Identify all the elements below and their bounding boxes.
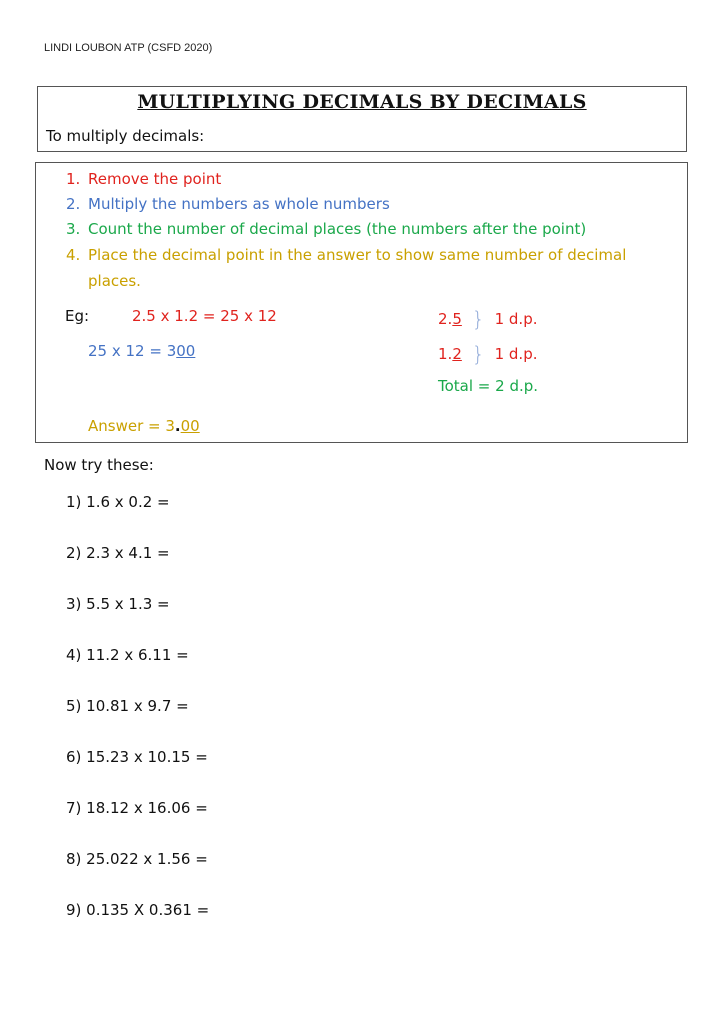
answer-prefix: Answer = 3 [88, 417, 175, 435]
step-number: 3. [66, 220, 81, 238]
step-2 [66, 191, 390, 217]
step-text: Count the number of decimal places (the numbers after the point) [88, 220, 587, 238]
practice-label: Now try these: [44, 456, 154, 474]
answer-point: . [174, 417, 181, 435]
question-9: 9) 0.135 X 0.361 = [66, 901, 210, 919]
question-7: 7) 18.12 x 16.06 = [66, 799, 208, 817]
step-text: Place the decimal point in the answer to show same number of decimal [88, 246, 627, 264]
intro-text: To multiply decimals: [46, 127, 205, 145]
example-product [88, 342, 195, 360]
factor-2-dp: 1 d.p. [494, 345, 538, 363]
step-1 [66, 166, 221, 192]
question-6: 6) 15.23 x 10.15 = [66, 748, 208, 766]
example-equation: 2.5 x 1.2 = 25 x 12 [132, 307, 277, 325]
example-label: Eg: [65, 307, 90, 325]
step-text: Remove the point [88, 170, 222, 188]
factor-2-underlined: 2 [452, 345, 462, 363]
factor-1-dp: 1 d.p. [494, 310, 538, 328]
step-number: 4. [66, 246, 81, 264]
factor-1-prefix: 2. [438, 310, 453, 328]
steps-box [35, 162, 688, 443]
question-2: 2) 2.3 x 4.1 = [66, 544, 170, 562]
step-number: 1. [66, 170, 81, 188]
factor-1-row [438, 307, 537, 331]
factor-2-row [438, 342, 537, 366]
step-number: 2. [66, 195, 81, 213]
product-prefix: 25 x 12 = 3 [88, 342, 177, 360]
page-title: MULTIPLYING DECIMALS BY DECIMALS [137, 91, 587, 113]
step-4-continuation: places. [88, 272, 141, 290]
total-dp: Total = 2 d.p. [438, 377, 539, 395]
example-answer [88, 417, 200, 435]
question-8: 8) 25.022 x 1.56 = [66, 850, 208, 868]
question-4: 4) 11.2 x 6.11 = [66, 646, 189, 664]
title-box [37, 86, 687, 152]
author-header: LINDI LOUBON ATP (CSFD 2020) [44, 42, 213, 54]
question-1: 1) 1.6 x 0.2 = [66, 493, 170, 511]
factor-2-prefix: 1. [438, 345, 453, 363]
step-3 [66, 216, 586, 242]
answer-underlined: 00 [180, 417, 200, 435]
brace-icon: } [471, 307, 485, 331]
brace-icon: } [471, 342, 485, 366]
product-underlined: 00 [176, 342, 196, 360]
step-text: Multiply the numbers as whole numbers [88, 195, 390, 213]
factor-1-underlined: 5 [452, 310, 462, 328]
question-5: 5) 10.81 x 9.7 = [66, 697, 189, 715]
step-4 [66, 242, 626, 268]
question-3: 3) 5.5 x 1.3 = [66, 595, 170, 613]
